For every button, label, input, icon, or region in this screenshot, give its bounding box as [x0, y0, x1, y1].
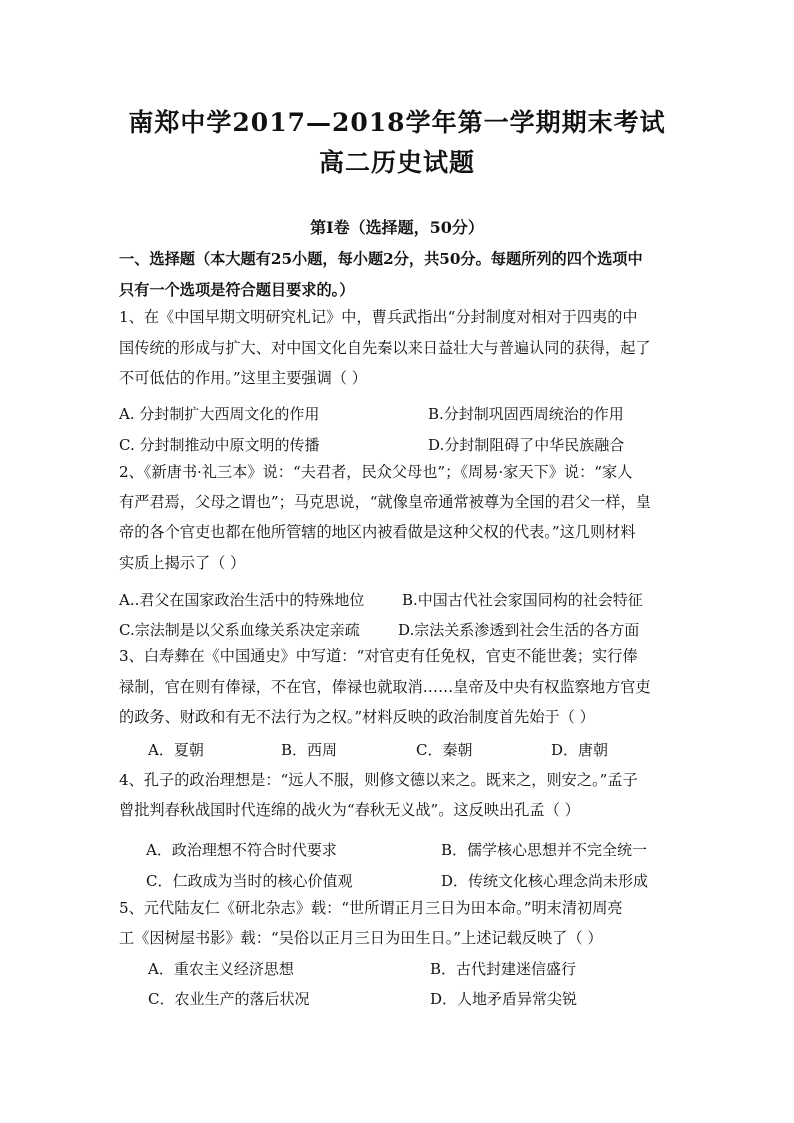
question-5-option-c[interactable]: C．农业生产的落后状况 — [148, 990, 310, 1008]
section-instructions-line-2: 只有一个选项是符合题目要求的。） — [119, 281, 355, 299]
question-3-option-c[interactable]: C．秦朝 — [416, 741, 473, 759]
question-2-line-3: 帝的各个官吏也都在他所管辖的地区内被看做是这种父权的代表。”这几则材料 — [119, 523, 636, 541]
question-2-option-c[interactable]: C.宗法制是以父系血缘关系决定亲疏 — [119, 621, 360, 639]
question-4-option-d[interactable]: D．传统文化核心理念尚未形成 — [441, 872, 649, 890]
question-5-line-2: 工《因树屋书影》载：“吴俗以正月三日为田生日。”上述记载反映了（ ） — [119, 929, 603, 947]
question-2-line-2: 有严君焉，父母之谓也”；马克思说，“就像皇帝通常被尊为全国的君父一样，皇 — [119, 493, 651, 511]
question-3-option-a[interactable]: A．夏朝 — [148, 741, 204, 759]
question-5-option-d[interactable]: D．人地矛盾异常尖锐 — [430, 990, 578, 1008]
exam-title: 南郑中学2017—2018学年第一学期期末考试 — [128, 108, 666, 137]
question-1-option-d[interactable]: D.分封制阻碍了中华民族融合 — [428, 436, 625, 454]
section-instructions-line-1: 一、选择题（本大题有25小题，每小题2分，共50分。每题所列的四个选项中 — [119, 250, 643, 268]
question-2-line-1: 2、《新唐书·礼三本》说：“夫君者，民众父母也”；《周易·家天下》说：“家人 — [119, 463, 633, 481]
question-3-option-d[interactable]: D．唐朝 — [551, 741, 609, 759]
question-4-line-1: 4、孔子的政治理想是：“远人不服，则修文德以来之。既来之，则安之。”孟子 — [119, 771, 638, 789]
question-3-line-2: 禄制，官在则有俸禄，不在官，俸禄也就取消……皇帝及中央有权监察地方官吏 — [119, 678, 651, 696]
question-1-option-a[interactable]: A. 分封制扩大西周文化的作用 — [119, 405, 320, 423]
question-1-line-1: 1、在《中国早期文明研究札记》中，曹兵武指出“分封制度对相对于四夷的中 — [119, 308, 638, 326]
exam-subtitle: 高二历史试题 — [318, 148, 475, 177]
question-4-option-a[interactable]: A．政治理想不符合时代要求 — [146, 841, 337, 859]
question-1-line-2: 国传统的形成与扩大、对中国文化自先秦以来日益壮大与普遍认同的获得，起了 — [119, 339, 651, 357]
question-1-option-c[interactable]: C. 分封制推动中原文明的传播 — [119, 436, 320, 454]
section-title: 第Ⅰ卷（选择题，50分） — [310, 218, 484, 237]
question-2-option-d[interactable]: D.宗法关系渗透到社会生活的各方面 — [398, 621, 640, 639]
question-4-line-2: 曾批判春秋战国时代连绵的战火为“春秋无义战”。这反映出孔孟（ ） — [119, 801, 580, 819]
question-5-option-a[interactable]: A．重农主义经济思想 — [148, 960, 294, 978]
question-5-option-b[interactable]: B．古代封建迷信盛行 — [430, 960, 577, 978]
question-2-option-a[interactable]: A..君父在国家政治生活中的特殊地位 — [119, 591, 365, 609]
question-3-line-1: 3、白寿彝在《中国通史》中写道：“对官吏有任免权，官吏不能世袭；实行俸 — [119, 647, 638, 665]
question-4-option-b[interactable]: B．儒学核心思想并不完全统一 — [441, 841, 648, 859]
question-1-option-b[interactable]: B.分封制巩固西周统治的作用 — [428, 405, 624, 423]
question-4-option-c[interactable]: C．仁政成为当时的核心价值观 — [146, 872, 353, 890]
question-3-option-b[interactable]: B．西周 — [281, 741, 338, 759]
question-5-line-1: 5、元代陆友仁《研北杂志》载：“世所谓正月三日为田本命。”明末清初周亮 — [119, 899, 623, 917]
question-3-line-3: 的政务、财政和有无不法行为之权。”材料反映的政治制度首先始于（ ） — [119, 708, 595, 726]
question-2-option-b[interactable]: B.中国古代社会家国同构的社会特征 — [402, 591, 643, 609]
question-1-line-3: 不可低估的作用。”这里主要强调（ ） — [119, 369, 367, 387]
question-2-line-4: 实质上揭示了（ ） — [119, 554, 246, 572]
